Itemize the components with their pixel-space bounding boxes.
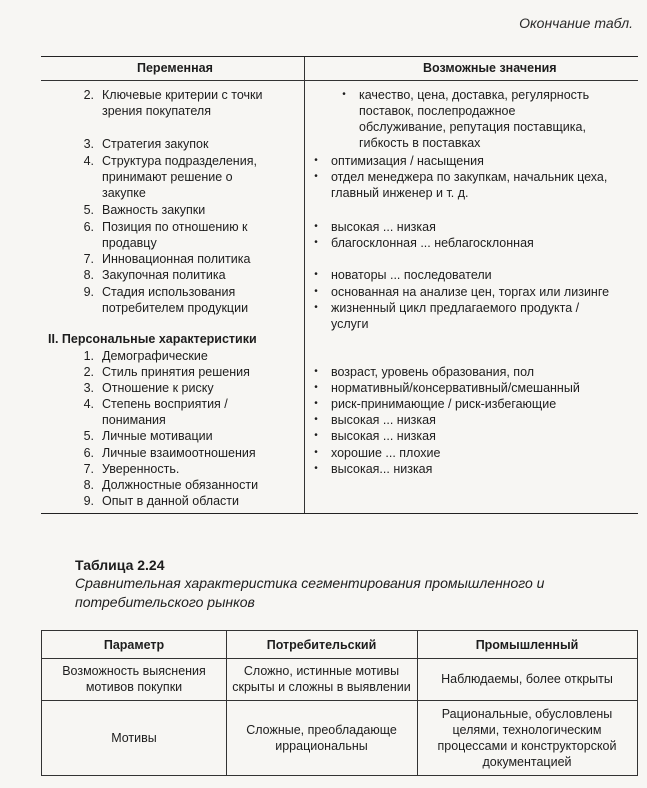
bullet-icon: • <box>314 302 318 313</box>
bullet-icon: • <box>342 89 346 100</box>
row-number: 6. <box>83 446 94 460</box>
bullet-icon: • <box>314 414 318 425</box>
variable-label: Стадия использования <box>102 285 236 299</box>
cell-line: Сложные, преобладающе <box>246 723 397 737</box>
header-industrial: Промышленный <box>475 637 579 652</box>
continuation-note: Окончание табл. <box>519 15 633 31</box>
cell-line: Возможность выяснения <box>62 664 206 678</box>
bullet-icon: • <box>314 171 318 182</box>
row-number: 7. <box>83 252 94 266</box>
row-number: 2. <box>83 365 94 379</box>
table-title: Таблица 2.24 <box>75 557 165 573</box>
param-cell <box>42 658 226 700</box>
variable-label: Отношение к риску <box>102 381 214 395</box>
industrial-cell <box>417 700 637 776</box>
row-number: 3. <box>83 381 94 395</box>
variable-label: потребителем продукции <box>102 301 249 315</box>
value-text: обслуживание, репутация поставщика, <box>359 120 586 134</box>
variable-label: Должностные обязанности <box>102 478 259 492</box>
industrial-cell <box>417 658 637 700</box>
header-consumer: Потребительский <box>266 637 377 652</box>
cell-line: Сложно, истинные мотивы <box>243 664 400 678</box>
variable-label: Уверенность. <box>102 462 180 476</box>
cell-line: процессами и конструкторской <box>437 739 617 753</box>
value-text: высокая ... низкая <box>331 429 436 443</box>
row-number: 1. <box>83 349 94 363</box>
row-number: 8. <box>83 478 94 492</box>
variable-label: зрения покупателя <box>102 104 211 118</box>
row-number: 2. <box>83 88 94 102</box>
value-text: поставок, послепродажное <box>359 104 516 118</box>
value-text: высокая... низкая <box>331 462 433 476</box>
cell-line: мотивов покупки <box>85 680 183 694</box>
value-text: основанная на анализе цен, торгах или лизинге <box>331 285 610 299</box>
header-parameter: Параметр <box>103 637 165 652</box>
row-number: 4. <box>83 397 94 411</box>
variable-label: Личные взаимоотношения <box>102 446 256 460</box>
variable-label: Стиль принятия решения <box>102 365 250 379</box>
row-number: 6. <box>83 220 94 234</box>
variable-label: понимания <box>102 413 166 427</box>
row-number: 4. <box>83 154 94 168</box>
variable-label: Позиция по отношению к <box>102 220 248 234</box>
value-text: жизненный цикл предлагаемого продукта / <box>331 301 580 315</box>
value-text: нормативный/консервативный/смешанный <box>331 381 580 395</box>
value-text: качество, цена, доставка, регулярность <box>359 88 590 102</box>
bullet-icon: • <box>314 382 318 393</box>
section-heading: II. Персональные характеристики <box>48 332 257 346</box>
table-subtitle <box>75 574 615 612</box>
variables-table <box>41 56 638 514</box>
row-number: 3. <box>83 137 94 151</box>
subtitle-line: потребительского рынков <box>75 594 255 610</box>
value-text: высокая ... низкая <box>331 413 436 427</box>
value-text: высокая ... низкая <box>331 220 436 234</box>
bullet-icon: • <box>314 447 318 458</box>
cell-line: целями, технологическим <box>452 723 602 737</box>
value-text: возраст, уровень образования, пол <box>331 365 535 379</box>
bullet-icon: • <box>314 430 318 441</box>
value-text: главный инженер и т. д. <box>331 186 469 200</box>
variable-label: Опыт в данной области <box>102 494 239 508</box>
row-number: 8. <box>83 268 94 282</box>
header-variable: Переменная <box>137 61 213 75</box>
variable-label: Стратегия закупок <box>102 137 209 151</box>
subtitle-line: Сравнительная характеристика сегментирования промышленного и <box>75 575 545 591</box>
consumer-cell <box>226 658 417 700</box>
bullet-icon: • <box>314 463 318 474</box>
value-text: услуги <box>331 317 369 331</box>
value-text: новаторы ... последователи <box>331 268 492 282</box>
consumer-cell <box>226 700 417 776</box>
cell-line: Рациональные, обусловлены <box>441 707 613 721</box>
bullet-icon: • <box>314 269 318 280</box>
cell-line: иррациональны <box>275 739 368 753</box>
variable-label: Степень восприятия / <box>102 397 228 411</box>
column-divider <box>304 57 305 513</box>
bullet-icon: • <box>314 366 318 377</box>
row-number: 5. <box>83 203 94 217</box>
header-values: Возможные значения <box>423 61 557 75</box>
param-cell <box>42 700 226 776</box>
variable-label: принимают решение о <box>102 170 233 184</box>
bullet-icon: • <box>314 286 318 297</box>
value-text: оптимизация / насыщения <box>331 154 484 168</box>
variable-label: закупке <box>102 186 146 200</box>
row-number: 7. <box>83 462 94 476</box>
variable-label: Личные мотивации <box>102 429 213 443</box>
cell-line: Наблюдаемы, более открыты <box>441 672 613 686</box>
value-text: гибкость в поставках <box>359 136 481 150</box>
variable-label: Важность закупки <box>102 203 206 217</box>
value-text: хорошие ... плохие <box>331 446 441 460</box>
variable-label: продавцу <box>102 236 157 250</box>
cell-line: скрыты и сложны в выявлении <box>232 680 411 694</box>
variable-label: Закупочная политика <box>102 268 226 282</box>
comparison-table <box>41 630 638 776</box>
value-text: благосклонная ... неблагосклонная <box>331 236 534 250</box>
bullet-icon: • <box>314 155 318 166</box>
variable-label: Инновационная политика <box>102 252 251 266</box>
value-text: отдел менеджера по закупкам, начальник цеха, <box>331 170 608 184</box>
row-number: 5. <box>83 429 94 443</box>
bullet-icon: • <box>314 237 318 248</box>
cell-line: Мотивы <box>111 731 157 745</box>
variable-label: Демографические <box>102 349 208 363</box>
variable-label: Ключевые критерии с точки <box>102 88 263 102</box>
cell-line: документацией <box>482 755 572 769</box>
value-text: риск-принимающие / риск-избегающие <box>331 397 557 411</box>
table-header <box>41 57 638 81</box>
bullet-icon: • <box>314 221 318 232</box>
bullet-icon: • <box>314 398 318 409</box>
row-number: 9. <box>83 494 94 508</box>
variable-label: Структура подразделения, <box>102 154 257 168</box>
row-number: 9. <box>83 285 94 299</box>
